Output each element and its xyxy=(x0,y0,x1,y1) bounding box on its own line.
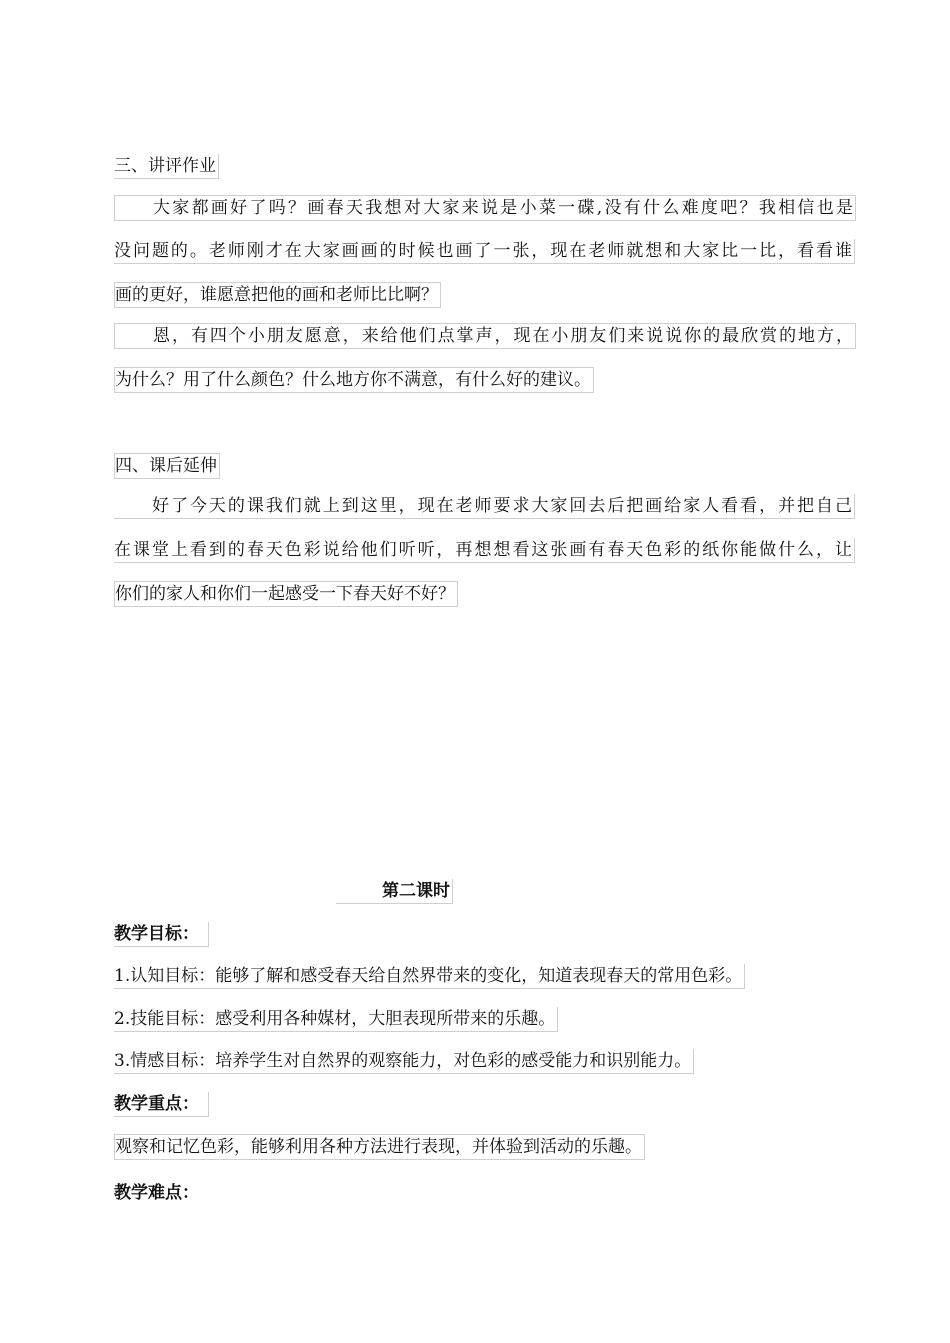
teaching-difficulty-label: 教学难点： xyxy=(114,1183,199,1203)
section4-para-line2: 在课堂上看到的春天色彩说给他们听听，再想想看这张画有春天色彩的纸你能做什么，让 xyxy=(114,538,855,563)
goal-skill: 2.技能目标：感受利用各种媒材，大胆表现所带来的乐趣。 xyxy=(114,1007,558,1032)
teaching-key-text: 观察和记忆色彩，能够利用各种方法进行表现，并体验到活动的乐趣。 xyxy=(114,1134,645,1160)
goal-emotion: 3.情感目标：培养学生对自然界的观察能力，对色彩的感受能力和识别能力。 xyxy=(114,1049,694,1074)
lesson2-title: 第二课时 xyxy=(336,879,453,904)
section3-heading: 三、讲评作业 xyxy=(114,154,219,179)
section3-para1-line2: 没问题的。老师刚才在大家画画的时候也画了一张，现在老师就想和大家比一比，看看谁 xyxy=(114,239,855,264)
section4-para-line3: 你们的家人和你们一起感受一下春天好不好？ xyxy=(114,581,458,607)
section3-para2-line1: 恩，有四个小朋友愿意，来给他们点掌声，现在小朋友们来说说你的最欣赏的地方， xyxy=(114,323,856,349)
section4-para-line1: 好了今天的课我们就上到这里，现在老师要求大家回去后把画给家人看看，并把自己 xyxy=(114,494,855,519)
section3-para1-line3: 画的更好，谁愿意把他的画和老师比比啊？ xyxy=(114,282,441,308)
teaching-key-label: 教学重点： xyxy=(114,1092,209,1117)
section4-heading: 四、课后延伸 xyxy=(114,453,220,479)
teaching-goals-label: 教学目标： xyxy=(114,922,209,947)
section3-para2-line2: 为什么？用了什么颜色？什么地方你不满意，有什么好的建议。 xyxy=(114,367,594,393)
section3-para1-line1: 大家都画好了吗？画春天我想对大家来说是小菜一碟,没有什么难度吧？我相信也是 xyxy=(114,195,856,221)
goal-cognitive: 1.认知目标：能够了解和感受春天给自然界带来的变化，知道表现春天的常用色彩。 xyxy=(114,964,745,989)
